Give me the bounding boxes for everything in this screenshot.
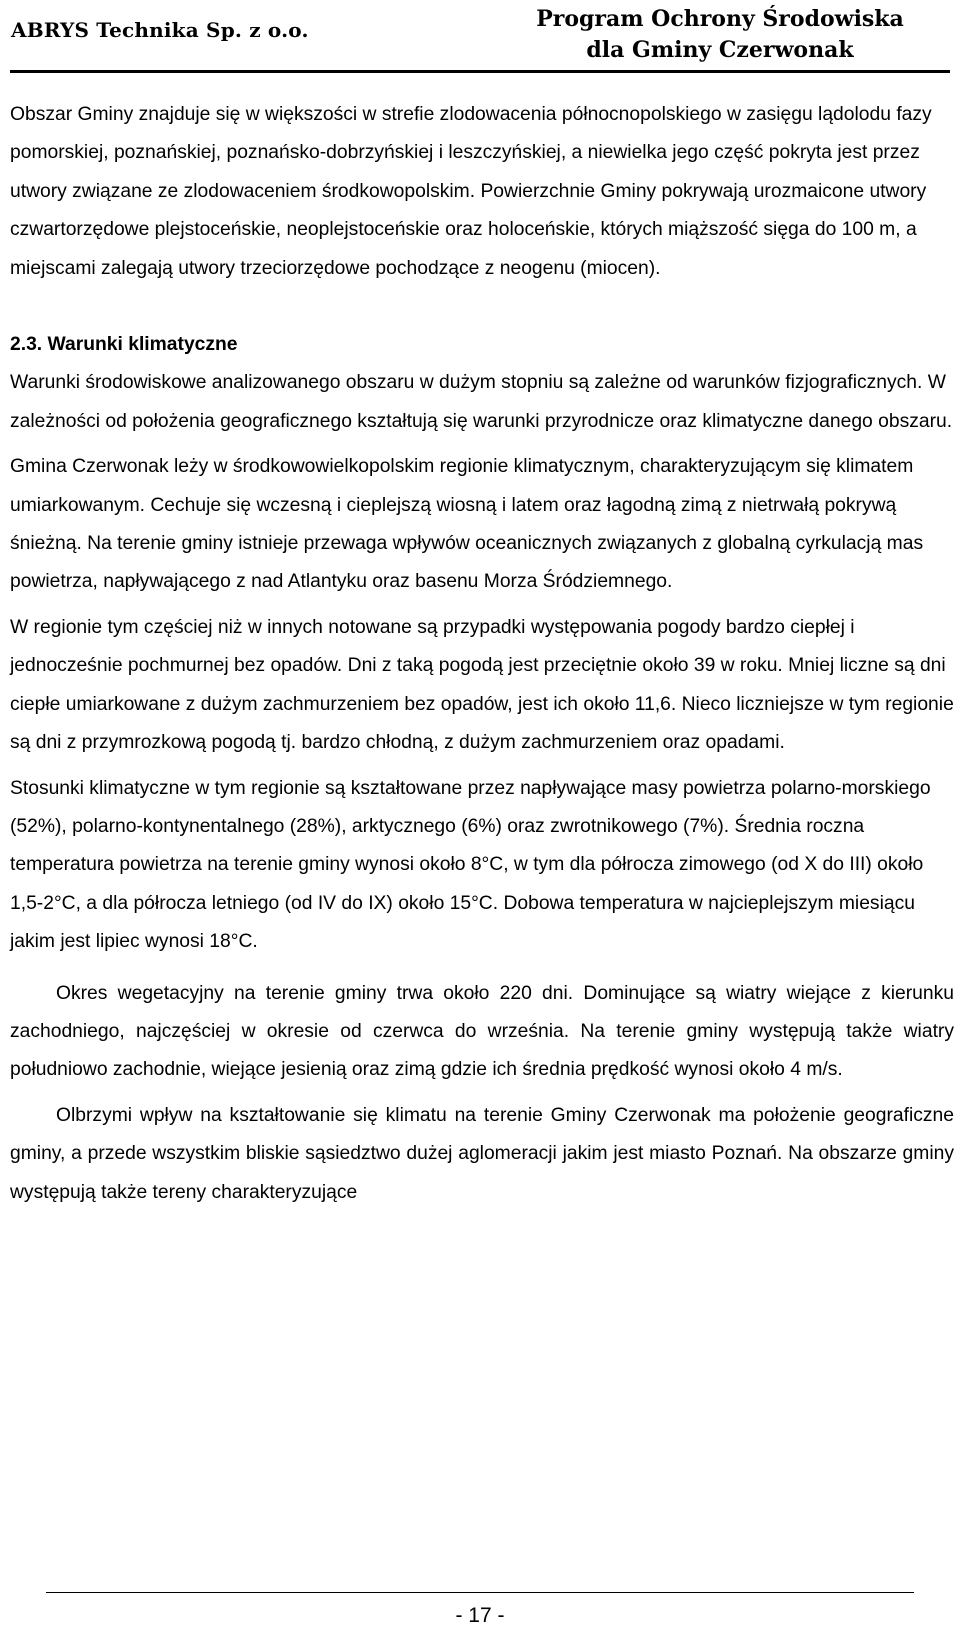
- document-title-line-2: dla Gminy Czerwonak: [586, 37, 854, 63]
- paragraph-vegetation-wind: Okres wegetacyjny na terenie gminy trwa około 220 dni. Dominujące są wiatry wiejące z kierunku zachodniego, najczęściej w okresie od czerwca do września. Na terenie gminy występują także wiatry południowo zachodnie, wiejące jesienią oraz zimą gdzie ich średnia prędkość wynosi około 4 m/s.: [10, 982, 954, 1081]
- paragraph-weather-days: W regionie tym częściej niż w innych notowane są przypadki występowania pogody bardzo ciepłej i jednocześnie pochmurnej bez opadów. Dni z taką pogodą jest przeciętnie około 39 w roku. Mniej liczne są dni ciepłe umiarkowane z dużym zachmurzeniem bez opadów, jest ich około 11,6. Nieco liczniejsze w tym regionie są dni z przymrozkową pogodą tj. bardzo chłodną, z dużym zachmurzeniem oraz opadami.: [10, 616, 954, 754]
- company-name: ABRYS Technika Sp. z o.o.: [11, 18, 309, 42]
- paragraph-climate-region: Gmina Czerwonak leży w środkowowielkopolskim regionie klimatycznym, charakteryzującym się klimatem umiarkowanym. Cechuje się wczesną i cieplejszą wiosną i latem oraz łagodną zimą z nietrwałą pokrywą śnieżną. Na terenie gminy istnieje przewaga wpływów oceanicznych związanych z globalną cyrkulacją mas powietrza, napływającego z nad Atlantyku oraz basenu Morza Śródziemnego.: [10, 456, 924, 593]
- page-number: - 17 -: [455, 1604, 505, 1627]
- header-divider: [10, 70, 950, 73]
- paragraph-environment-conditions: Warunki środowiskowe analizowanego obszaru w dużym stopniu są zależne od warunków fizjograficznych. W zależności od położenia geograficznego kształtują się warunki przyrodnicze oraz klimatyczne danego obszaru.: [10, 372, 953, 432]
- document-body: [10, 96, 954, 1212]
- paragraph-air-masses-temperature: Stosunki klimatyczne w tym regionie są kształtowane przez napływające masy powietrza polarno-morskiego (52%), polarno-kontynentalnego (28%), arktycznego (6%) oraz zwrotnikowego (7%). Średnia roczna temperatura powietrza na terenie gminy wynosi około 8°C, w tym dla półrocza zimowego (od X do III) około 1,5-2°C, a dla półrocza letniego (od IV do IX) około 15°C. Dobowa temperatura w najcieplejszym miesiącu jakim jest lipiec wynosi 18°C.: [10, 777, 931, 953]
- section-heading: 2.3. Warunki klimatyczne: [10, 334, 238, 356]
- page-header: [0, 0, 960, 76]
- document-title-line-1: Program Ochrony Środowiska: [536, 6, 904, 32]
- document-title: [490, 4, 950, 66]
- footer-divider: [46, 1592, 914, 1593]
- paragraph-poznan-influence: Olbrzymi wpływ na kształtowanie się klimatu na terenie Gminy Czerwonak ma położenie geograficzne gminy, a przede wszystkim bliskie sąsiedztwo dużej aglomeracji jakim jest miasto Poznań. Na obszarze gminy występują także tereny charakteryzujące: [10, 1104, 954, 1203]
- paragraph-geology: Obszar Gminy znajduje się w większości w strefie zlodowacenia północnopolskiego w zasięgu lądolodu fazy pomorskiej, poznańskiej, poznańsko-dobrzyńskiej i leszczyńskiej, a niewielka jego część pokryta jest przez utwory związane ze zlodowaceniem środkowopolskim. Powierzchnie Gminy pokrywają urozmaicone utwory czwartorzędowe plejstoceńskie, neoplejstoceńskie oraz holoceńskie, których miąższość sięga do 100 m, a miejscami zalegają utwory trzeciorzędowe pochodzące z neogenu (miocen).: [10, 104, 932, 279]
